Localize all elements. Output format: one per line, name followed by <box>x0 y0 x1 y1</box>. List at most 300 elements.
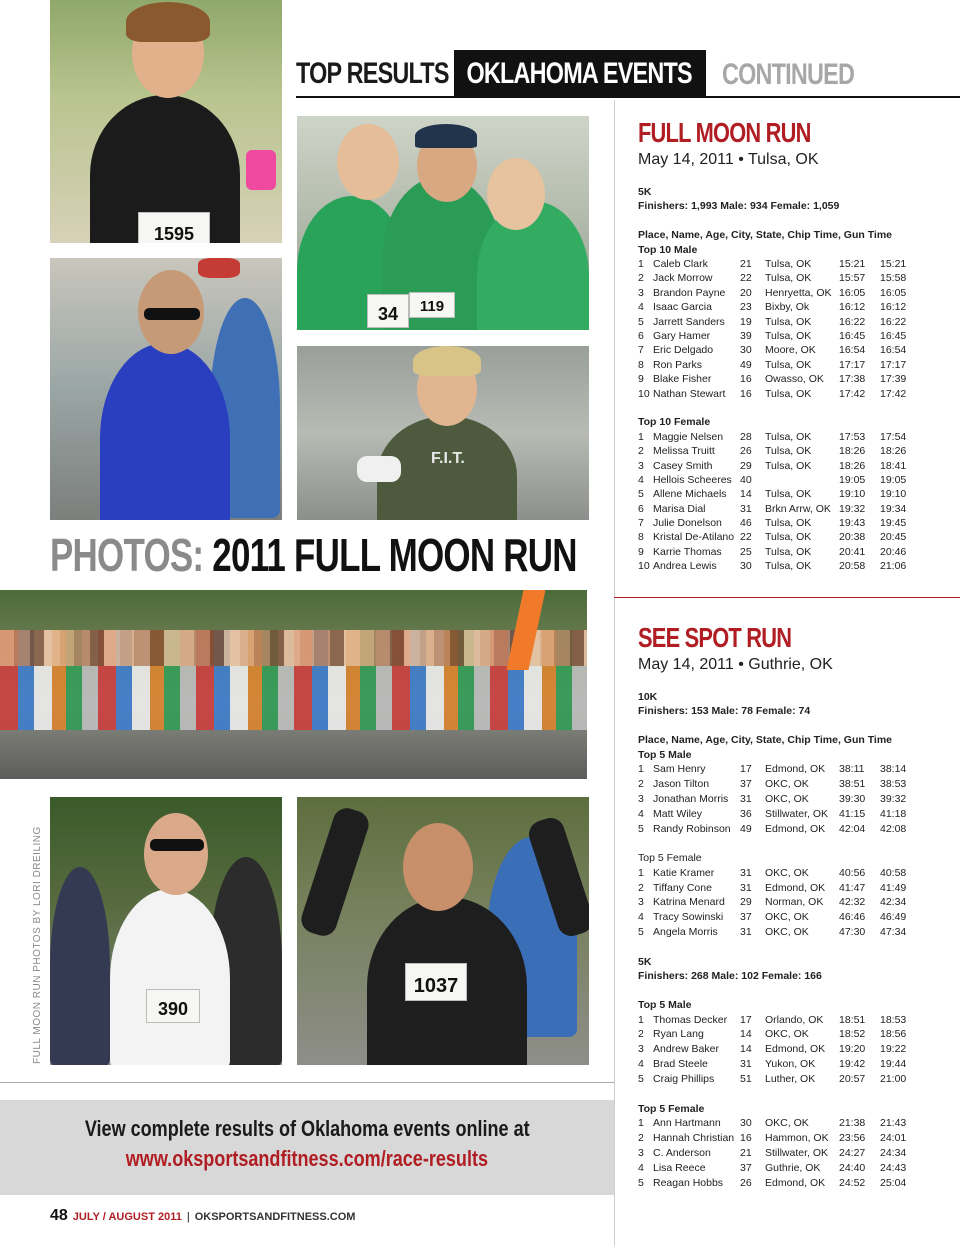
result-gun-time: 40:58 <box>880 866 907 879</box>
result-chip-time: 18:26 <box>839 445 866 458</box>
result-city: Henryetta, OK <box>765 286 832 299</box>
group-label: Top 5 Male <box>638 999 692 1012</box>
result-chip-time: 17:53 <box>839 430 866 443</box>
photos-headline-prefix: PHOTOS: <box>50 529 204 581</box>
result-place: 2 <box>638 778 644 791</box>
result-city: Luther, OK <box>765 1073 816 1086</box>
event-title: SEE SPOT RUN <box>638 622 792 653</box>
result-city: Tulsa, OK <box>765 545 812 558</box>
result-place: 10 <box>638 387 650 400</box>
group-label: Top 10 Female <box>638 416 711 429</box>
result-age: 21 <box>740 1146 752 1159</box>
result-chip-time: 16:12 <box>839 301 866 314</box>
result-row <box>638 777 938 792</box>
result-name: Sam Henry <box>653 763 706 776</box>
result-city: Moore, OK <box>765 344 816 357</box>
result-city: Tulsa, OK <box>765 560 812 573</box>
result-age: 31 <box>740 866 752 879</box>
result-chip-time: 20:58 <box>839 560 866 573</box>
result-chip-time: 19:42 <box>839 1058 866 1071</box>
result-city: Tulsa, OK <box>765 387 812 400</box>
group-label: Top 10 Male <box>638 243 698 256</box>
page-footer <box>50 1207 355 1225</box>
result-age: 29 <box>740 459 752 472</box>
result-name: Eric Delgado <box>653 344 714 357</box>
result-place: 2 <box>638 272 644 285</box>
result-gun-time: 19:44 <box>880 1058 907 1071</box>
result-chip-time: 15:57 <box>839 272 866 285</box>
result-gun-time: 41:49 <box>880 881 907 894</box>
result-name: Melissa Truitt <box>653 445 715 458</box>
result-gun-time: 19:22 <box>880 1043 907 1056</box>
result-city: Brkn Arrw, OK <box>765 502 831 515</box>
result-chip-time: 19:32 <box>839 502 866 515</box>
result-name: Reagan Hobbs <box>653 1176 724 1189</box>
result-age: 31 <box>740 793 752 805</box>
result-name: Casey Smith <box>653 459 713 472</box>
result-chip-time: 19:10 <box>839 488 866 501</box>
result-name: Blake Fisher <box>653 373 712 386</box>
result-age: 29 <box>740 896 752 909</box>
result-name: Matt Wiley <box>653 807 703 820</box>
result-age: 30 <box>740 560 752 573</box>
result-gun-time: 19:34 <box>880 502 907 515</box>
result-city: Stillwater, OK <box>765 807 829 820</box>
result-name: Nathan Stewart <box>653 387 726 400</box>
result-gun-time: 16:22 <box>880 315 907 328</box>
result-name: Brandon Payne <box>653 286 726 299</box>
result-name: Katie Kramer <box>653 866 715 879</box>
result-city: Tulsa, OK <box>765 517 812 530</box>
result-name: Jason Tilton <box>653 778 710 791</box>
result-age: 30 <box>740 344 752 357</box>
result-place: 3 <box>638 1146 644 1159</box>
result-gun-time: 21:06 <box>880 560 907 573</box>
result-city: Tulsa, OK <box>765 531 812 544</box>
result-place: 1 <box>638 1116 644 1129</box>
result-chip-time: 21:38 <box>839 1116 866 1129</box>
race-5k <box>638 185 938 574</box>
race-finishers: Finishers: 153 Male: 78 Female: 74 <box>638 705 811 718</box>
result-place: 4 <box>638 473 644 486</box>
result-gun-time: 18:53 <box>880 1013 907 1026</box>
result-age: 37 <box>740 1161 752 1174</box>
result-name: Marisa Dial <box>653 502 706 515</box>
photo-man-white-tank <box>50 797 282 1065</box>
left-bottom-rule <box>0 1082 614 1083</box>
result-place: 9 <box>638 373 644 386</box>
result-gun-time: 16:54 <box>880 344 907 357</box>
result-age: 26 <box>740 1176 752 1189</box>
result-gun-time: 17:17 <box>880 358 907 371</box>
result-place: 8 <box>638 358 644 371</box>
result-chip-time: 18:52 <box>839 1028 866 1041</box>
result-gun-time: 17:42 <box>880 387 907 400</box>
result-row <box>638 358 938 372</box>
result-age: 49 <box>740 358 752 371</box>
result-row <box>638 1176 938 1191</box>
result-row <box>638 1057 938 1072</box>
result-gun-time: 25:04 <box>880 1176 907 1189</box>
event-see-spot-run <box>638 622 938 1190</box>
header-black-box <box>454 50 706 97</box>
result-name: Karrie Thomas <box>653 545 722 558</box>
photo-man-blue-shirt <box>50 258 282 520</box>
result-gun-time: 19:45 <box>880 517 907 530</box>
result-row <box>638 473 938 487</box>
result-gun-time: 16:45 <box>880 329 907 342</box>
result-city: Tulsa, OK <box>765 488 812 501</box>
result-row <box>638 910 938 925</box>
photo-crowd-kids <box>0 590 587 779</box>
race-distance: 5K <box>638 955 652 968</box>
section-divider <box>614 597 960 598</box>
result-age: 31 <box>740 926 752 939</box>
bib-number: 390 <box>146 989 200 1023</box>
result-chip-time: 17:38 <box>839 373 866 386</box>
result-gun-time: 15:21 <box>880 258 907 271</box>
result-chip-time: 17:42 <box>839 387 866 400</box>
result-chip-time: 40:56 <box>839 866 866 879</box>
result-row <box>638 1131 938 1146</box>
result-chip-time: 24:52 <box>839 1176 866 1189</box>
result-city: OKC, OK <box>765 778 809 791</box>
result-city: Stillwater, OK <box>765 1146 829 1159</box>
result-chip-time: 24:40 <box>839 1161 866 1174</box>
result-row <box>638 866 938 881</box>
result-chip-time: 19:05 <box>839 473 866 486</box>
results-list <box>638 866 938 940</box>
result-chip-time: 38:11 <box>839 763 865 776</box>
result-chip-time: 42:04 <box>839 822 866 835</box>
group-label: Top 5 Female <box>638 1102 705 1115</box>
result-age: 49 <box>740 822 752 835</box>
result-place: 3 <box>638 1043 644 1056</box>
photos-headline-main: 2011 FULL MOON RUN <box>212 529 577 581</box>
result-age: 36 <box>740 807 752 820</box>
result-chip-time: 39:30 <box>839 793 866 805</box>
result-chip-time: 16:05 <box>839 286 866 299</box>
result-chip-time: 15:21 <box>839 258 866 271</box>
result-row <box>638 343 938 357</box>
result-place: 1 <box>638 1013 644 1026</box>
bib-number: 119 <box>409 292 455 318</box>
result-name: Katrina Menard <box>653 896 725 909</box>
result-gun-time: 24:01 <box>880 1131 907 1144</box>
result-row <box>638 430 938 444</box>
page-number: 48 <box>50 1207 68 1224</box>
result-name: Maggie Nelsen <box>653 430 724 443</box>
result-city: Tulsa, OK <box>765 272 812 285</box>
result-name: Ron Parks <box>653 358 703 371</box>
result-city: Hammon, OK <box>765 1131 829 1144</box>
result-gun-time: 18:56 <box>880 1028 907 1041</box>
result-place: 4 <box>638 1058 644 1071</box>
result-gun-time: 17:54 <box>880 430 907 443</box>
result-city: Owasso, OK <box>765 373 824 386</box>
result-place: 3 <box>638 286 644 299</box>
race-columns: Place, Name, Age, City, State, Chip Time, Gun Time <box>638 229 893 242</box>
result-row <box>638 271 938 285</box>
photo-woman-fit-shirt <box>297 346 589 520</box>
result-name: Ann Hartmann <box>653 1116 721 1129</box>
result-age: 28 <box>740 430 752 443</box>
result-row <box>638 372 938 386</box>
result-gun-time: 24:34 <box>880 1146 907 1159</box>
result-age: 22 <box>740 531 752 544</box>
result-city: OKC, OK <box>765 1028 809 1041</box>
result-chip-time: 16:45 <box>839 329 866 342</box>
result-name: Ryan Lang <box>653 1028 704 1041</box>
result-gun-time: 18:41 <box>880 459 907 472</box>
result-age: 22 <box>740 272 752 285</box>
result-row <box>638 895 938 910</box>
race-distance: 5K <box>638 186 652 198</box>
bib-number: 34 <box>367 294 409 328</box>
result-city: Tulsa, OK <box>765 358 812 371</box>
result-chip-time: 19:43 <box>839 517 866 530</box>
result-row <box>638 516 938 530</box>
result-name: Julie Donelson <box>653 517 722 530</box>
result-place: 2 <box>638 445 644 458</box>
result-place: 6 <box>638 502 644 515</box>
footer-site[interactable]: OKSPORTSANDFITNESS.COM <box>194 1211 356 1223</box>
event-date: May 14, 2011 • Guthrie, OK <box>638 656 833 673</box>
result-place: 2 <box>638 881 644 894</box>
result-chip-time: 42:32 <box>839 896 866 909</box>
result-row <box>638 925 938 940</box>
header-bar <box>296 50 960 97</box>
result-gun-time: 16:05 <box>880 286 907 299</box>
issue-date: JULY / AUGUST 2011 <box>72 1211 182 1223</box>
result-gun-time: 38:53 <box>880 778 907 791</box>
header-rule <box>296 96 960 98</box>
result-chip-time: 18:51 <box>839 1013 866 1026</box>
result-age: 26 <box>740 445 752 458</box>
result-row <box>638 300 938 314</box>
result-row <box>638 286 938 300</box>
result-age: 16 <box>740 387 752 400</box>
results-list <box>638 1013 938 1087</box>
result-row <box>638 1116 938 1131</box>
result-age: 51 <box>740 1073 752 1086</box>
result-place: 3 <box>638 459 644 472</box>
result-name: Lisa Reece <box>653 1161 706 1174</box>
result-chip-time: 41:47 <box>839 881 866 894</box>
result-row <box>638 1027 938 1042</box>
result-name: Jarrett Sanders <box>653 315 725 328</box>
result-gun-time: 41:18 <box>880 807 907 820</box>
event-full-moon-run <box>638 117 938 574</box>
result-chip-time: 24:27 <box>839 1146 866 1159</box>
result-name: Caleb Clark <box>653 258 708 271</box>
bib-number: 1595 <box>138 212 210 243</box>
race-distance: 10K <box>638 691 658 703</box>
shirt-text: F.I.T. <box>431 450 465 467</box>
result-place: 2 <box>638 1028 644 1041</box>
result-place: 1 <box>638 866 644 879</box>
result-city: OKC, OK <box>765 926 809 939</box>
event-title: FULL MOON RUN <box>638 117 811 148</box>
result-name: Tracy Sowinski <box>653 911 724 924</box>
result-age: 23 <box>740 301 752 314</box>
result-chip-time: 16:54 <box>839 344 866 357</box>
result-place: 7 <box>638 517 644 530</box>
result-name: Gary Hamer <box>653 329 711 342</box>
result-chip-time: 20:57 <box>839 1073 866 1086</box>
result-place: 1 <box>638 430 644 443</box>
result-chip-time: 20:41 <box>839 545 866 558</box>
column-divider <box>614 100 615 1246</box>
result-place: 8 <box>638 531 644 544</box>
result-city: Yukon, OK <box>765 1058 816 1071</box>
result-gun-time: 42:08 <box>880 822 907 835</box>
result-gun-time: 38:14 <box>880 763 907 776</box>
result-city: Tulsa, OK <box>765 315 812 328</box>
result-place: 5 <box>638 488 644 501</box>
result-city: OKC, OK <box>765 1116 809 1129</box>
result-name: Jonathan Morris <box>653 793 729 805</box>
result-row <box>638 822 938 837</box>
result-row <box>638 762 938 777</box>
event-date: May 14, 2011 • Tulsa, OK <box>638 151 819 168</box>
result-city: OKC, OK <box>765 793 809 805</box>
result-row <box>638 329 938 343</box>
result-gun-time: 20:46 <box>880 545 907 558</box>
result-row <box>638 1013 938 1028</box>
result-row <box>638 1146 938 1161</box>
result-name: Randy Robinson <box>653 822 731 835</box>
result-gun-time: 18:26 <box>880 445 907 458</box>
result-gun-time: 19:05 <box>880 473 907 486</box>
promo-link[interactable]: www.oksportsandfitness.com/race-results <box>125 1146 489 1171</box>
result-place: 1 <box>638 763 644 776</box>
result-city: Edmond, OK <box>765 881 826 894</box>
result-gun-time: 21:00 <box>880 1073 907 1086</box>
result-gun-time: 15:58 <box>880 272 907 285</box>
result-gun-time: 24:43 <box>880 1161 907 1174</box>
result-city: OKC, OK <box>765 911 809 924</box>
result-row <box>638 559 938 573</box>
result-place: 2 <box>638 1131 644 1144</box>
result-age: 19 <box>740 315 752 328</box>
result-gun-time: 47:34 <box>880 926 907 939</box>
result-age: 30 <box>740 1116 752 1129</box>
result-place: 4 <box>638 301 644 314</box>
result-name: Angela Morris <box>653 926 718 939</box>
result-age: 31 <box>740 1058 752 1071</box>
result-row <box>638 459 938 473</box>
result-row <box>638 315 938 329</box>
result-chip-time: 17:17 <box>839 358 866 371</box>
race-finishers: Finishers: 1,993 Male: 934 Female: 1,059 <box>638 200 840 213</box>
result-row <box>638 1161 938 1176</box>
result-place: 4 <box>638 911 644 924</box>
result-age: 16 <box>740 1131 752 1144</box>
result-name: Thomas Decker <box>653 1013 728 1026</box>
result-place: 9 <box>638 545 644 558</box>
result-city: Bixby, Ok <box>765 301 810 314</box>
result-age: 37 <box>740 911 752 924</box>
result-gun-time: 20:45 <box>880 531 907 544</box>
result-city: Tulsa, OK <box>765 459 812 472</box>
photos-headline <box>50 528 610 580</box>
result-chip-time: 18:26 <box>839 459 866 472</box>
result-age: 31 <box>740 502 752 515</box>
result-age: 20 <box>740 286 752 299</box>
result-row <box>638 387 938 401</box>
result-city: Edmond, OK <box>765 1176 826 1189</box>
result-city: Tulsa, OK <box>765 329 812 342</box>
result-row <box>638 502 938 516</box>
result-chip-time: 20:38 <box>839 531 866 544</box>
result-place: 3 <box>638 793 644 805</box>
result-age: 21 <box>740 258 752 271</box>
result-age: 14 <box>740 488 752 501</box>
result-row <box>638 257 938 271</box>
result-gun-time: 19:10 <box>880 488 907 501</box>
header-oklahoma-events: OKLAHOMA EVENTS <box>466 56 692 90</box>
result-name: Jack Morrow <box>653 272 713 285</box>
promo-box <box>0 1100 614 1195</box>
promo-line: View complete results of Oklahoma events online at <box>84 1116 530 1141</box>
result-gun-time: 16:12 <box>880 301 907 314</box>
race-columns: Place, Name, Age, City, State, Chip Time, Gun Time <box>638 734 893 747</box>
result-place: 5 <box>638 1073 644 1086</box>
result-name: Andrea Lewis <box>653 560 717 573</box>
result-name: Hellois Scheeres <box>653 473 732 486</box>
result-place: 6 <box>638 329 644 342</box>
result-name: Tiffany Cone <box>653 881 712 894</box>
result-chip-time: 23:56 <box>839 1131 866 1144</box>
result-chip-time: 16:22 <box>839 315 866 328</box>
group-label: Top 5 Male <box>638 748 692 761</box>
result-name: Craig Phillips <box>653 1073 715 1086</box>
result-name: Allene Michaels <box>653 488 727 501</box>
result-place: 10 <box>638 560 650 573</box>
result-row <box>638 792 938 807</box>
result-chip-time: 47:30 <box>839 926 866 939</box>
result-city: Tulsa, OK <box>765 430 812 443</box>
result-age: 37 <box>740 778 752 791</box>
result-city: OKC, OK <box>765 866 809 879</box>
result-city: Edmond, OK <box>765 763 826 776</box>
bib-number: 1037 <box>405 963 467 1001</box>
result-place: 1 <box>638 258 644 271</box>
result-chip-time: 19:20 <box>839 1043 866 1056</box>
result-place: 5 <box>638 822 644 835</box>
photo-credit: FULL MOON RUN PHOTOS BY LORI DREILING <box>32 826 43 1064</box>
result-city: Orlando, OK <box>765 1013 824 1026</box>
photo-man-arms-raised <box>297 797 589 1065</box>
result-place: 5 <box>638 926 644 939</box>
result-age: 25 <box>740 545 752 558</box>
results-list <box>638 430 938 574</box>
result-place: 4 <box>638 1161 644 1174</box>
result-name: Brad Steele <box>653 1058 708 1071</box>
results-list <box>638 762 938 836</box>
result-gun-time: 21:43 <box>880 1116 907 1129</box>
result-row <box>638 1072 938 1087</box>
result-row <box>638 530 938 544</box>
result-city: Guthrie, OK <box>765 1161 821 1174</box>
result-place: 5 <box>638 315 644 328</box>
photo-woman-runner <box>50 0 282 243</box>
results-list <box>638 257 938 401</box>
footer-separator: | <box>186 1211 190 1223</box>
result-city: Tulsa, OK <box>765 445 812 458</box>
result-age: 31 <box>740 881 752 894</box>
